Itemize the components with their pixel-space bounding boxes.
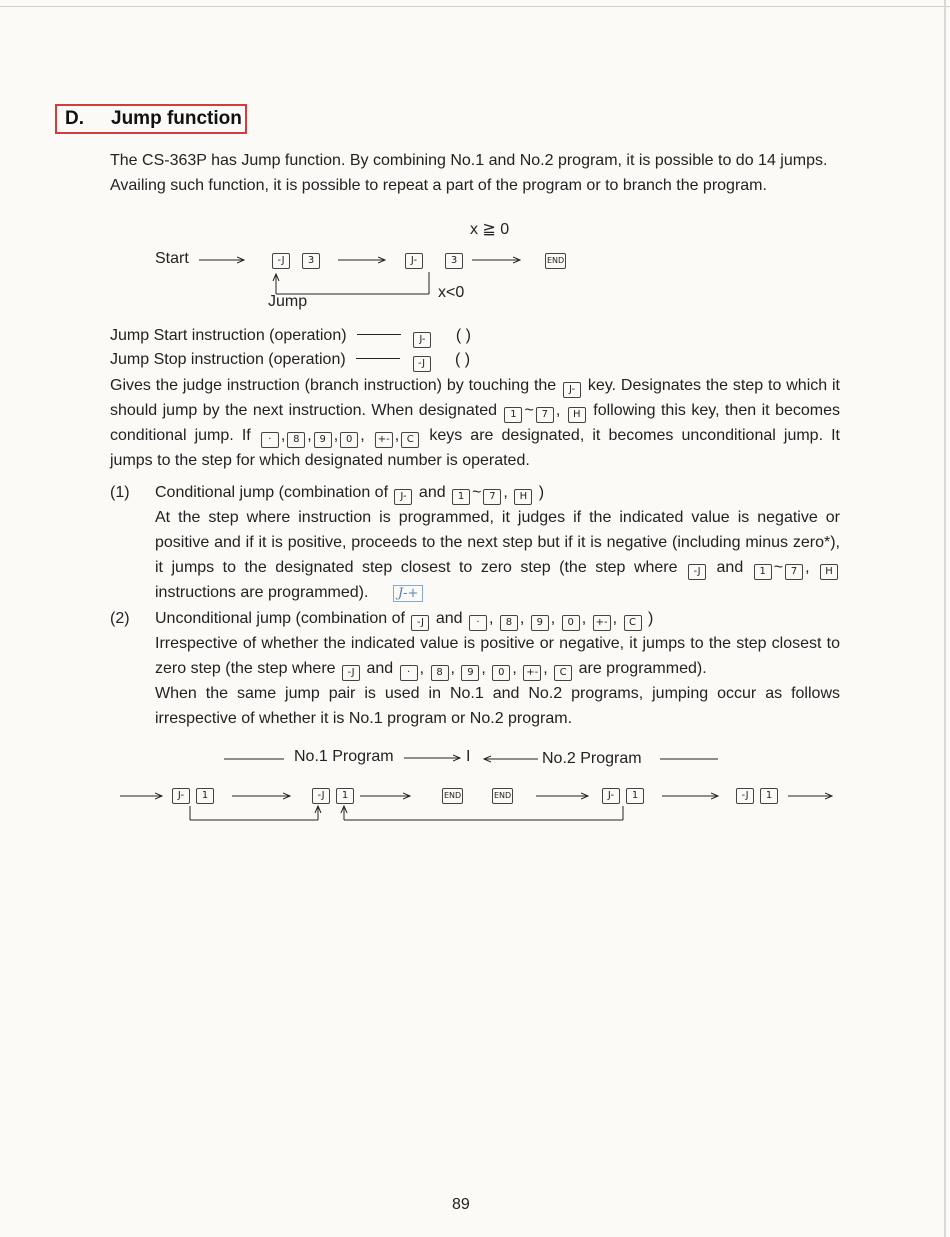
key-9: 9	[314, 432, 332, 448]
jump-types-list	[110, 480, 840, 731]
section-letter: D.	[65, 108, 84, 129]
jstop-key: -J	[736, 788, 754, 804]
key-dot: ·	[261, 432, 279, 448]
key-1: 1	[760, 788, 778, 804]
key-9: 9	[461, 665, 479, 681]
gives-paragraph: Gives the judge instruction (branch instruction) by touching the J- key. Designates the step to which it should jump by the next instruction. When designated 1 ~ 7 , H following this key, then it becomes conditional jump. If · , 8 , 9 , 0 , +- , C keys are designated, it becomes unconditional jump. It jumps to the step for which designated number is operated.	[110, 377, 841, 469]
key-9: 9	[531, 615, 549, 631]
jstart-key: J-	[413, 332, 431, 348]
jump-diagram	[0, 0, 950, 320]
list-item: (1) Conditional jump (combination of J- and 1 ~ 7 , H ) At the step where instruction is programmed, it judges if the indicated value is negative or positive and if it is positive, proceeds to the next step but if it is negative (including minus zero*), it jumps to the designated step closest to zero step (the step where -J and 1 ~ 7 , H instructions are programmed). J-+	[110, 484, 840, 601]
key-1: 1	[196, 788, 214, 804]
key-1: 1	[754, 564, 772, 580]
key-c: C	[624, 615, 642, 631]
key-3: 3	[445, 253, 463, 269]
handwritten-annotation: J-+	[393, 585, 424, 602]
key-c: C	[554, 665, 572, 681]
end-key: END	[492, 788, 513, 804]
key-8: 8	[500, 615, 518, 631]
program-jump-diagram	[0, 730, 950, 840]
list-item: (2) Unconditional jump (combination of -J and · , 8 , 9 , 0 , +- , C ) Irrespective of whether the indicated value is positive or negative, it jumps to the step closest to zero step (the step where -J and · , 8 , 9 , 0 , +- , C are programmed). When the same jump pair is used in No.1 and No.2 programs, jumping occur as follows irrespective of whether it is No.1 program or No.2 program.	[110, 610, 840, 727]
key-h: H	[514, 489, 532, 505]
key-0: 0	[340, 432, 358, 448]
jump-label: Jump	[268, 293, 308, 310]
jstart-key: J-	[394, 489, 412, 505]
key-7: 7	[536, 407, 554, 423]
key-8: 8	[431, 665, 449, 681]
key-8: 8	[287, 432, 305, 448]
key-h: H	[568, 407, 586, 423]
key-1: 1	[626, 788, 644, 804]
jstart-key: J-	[405, 253, 423, 269]
key-plusminus: +-	[375, 432, 393, 448]
key-7: 7	[483, 489, 501, 505]
key-1: 1	[452, 489, 470, 505]
program-separator: I	[466, 748, 471, 765]
key-dot: ·	[400, 665, 418, 681]
key-dot: ·	[469, 615, 487, 631]
key-plusminus: +-	[523, 665, 541, 681]
condition-top: x ≧ 0	[470, 221, 510, 238]
condition-bottom: x<0	[438, 284, 465, 301]
jstart-key: J-	[602, 788, 620, 804]
jump-start-instruction: Jump Start instruction (operation) J- ( )	[110, 327, 471, 348]
jstop-key: -J	[342, 665, 360, 681]
jstop-key: -J	[411, 615, 429, 631]
jstop-key: -J	[312, 788, 330, 804]
diagram2-arrows	[0, 730, 950, 840]
key-1: 1	[504, 407, 522, 423]
section-title: Jump function	[111, 108, 242, 129]
key-1: 1	[336, 788, 354, 804]
jstop-key: -J	[413, 356, 431, 372]
no1-program-label: No.1 Program	[294, 748, 394, 765]
key-0: 0	[492, 665, 510, 681]
key-0: 0	[562, 615, 580, 631]
no2-program-label: No.2 Program	[542, 750, 642, 767]
key-plusminus: +-	[593, 615, 611, 631]
jstop-key: -J	[688, 564, 706, 580]
page-number: 89	[452, 1196, 470, 1213]
key-7: 7	[785, 564, 803, 580]
jstop-key: -J	[272, 253, 290, 269]
key-h: H	[820, 564, 838, 580]
jstart-key: J-	[172, 788, 190, 804]
jstart-key: J-	[563, 382, 581, 398]
key-3: 3	[302, 253, 320, 269]
end-key: END	[545, 253, 566, 269]
intro-paragraph: The CS-363P has Jump function. By combining No.1 and No.2 program, it is possible to do 14 jumps. Availing such function, it is possible to repeat a part of the program or to branch the program.	[110, 152, 828, 194]
end-key: END	[442, 788, 463, 804]
diagram-arrows	[0, 0, 950, 320]
jump-stop-instruction: Jump Stop instruction (operation) -J ( )	[110, 351, 470, 372]
key-c: C	[401, 432, 419, 448]
start-label: Start	[155, 250, 189, 267]
